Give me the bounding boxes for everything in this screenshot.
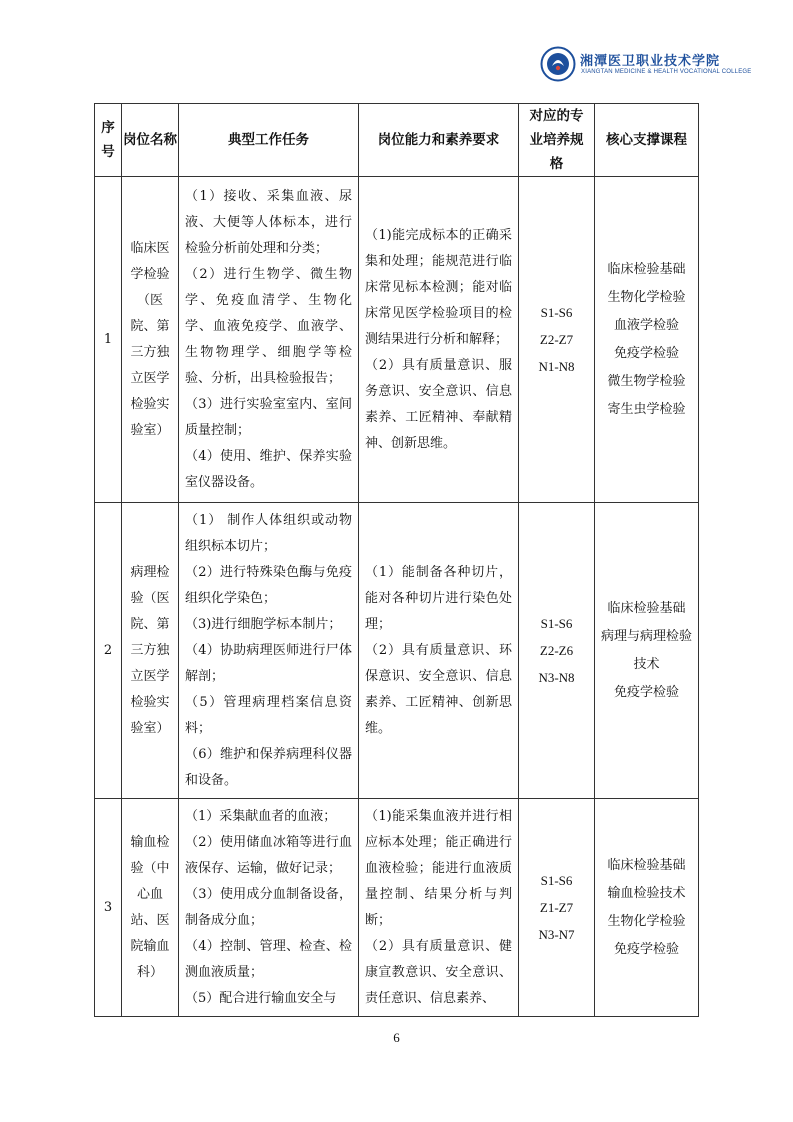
- col-header-position: 岗位名称: [122, 104, 179, 177]
- course-item: 免疫学检验: [613, 345, 679, 361]
- row-number: 1: [95, 177, 122, 503]
- typical-tasks: [179, 177, 359, 503]
- row-number: 3: [95, 799, 122, 1017]
- task-item: （5）配合进行输血安全与: [185, 990, 337, 1006]
- training-specs: [519, 177, 595, 503]
- position-name: 病理检验（医院、第三方独立医学检验实验室）: [122, 503, 179, 799]
- task-item: （3）使用成分血制备设备，制备成分血；: [185, 886, 352, 928]
- table-row: [95, 799, 699, 1017]
- training-specs: [519, 503, 595, 799]
- course-item: 血液学检验: [613, 317, 679, 333]
- job-table: [94, 103, 699, 1017]
- training-specs: [519, 799, 595, 1017]
- course-item: 临床检验基础: [607, 600, 686, 616]
- spec-item: N1-N8: [538, 359, 575, 374]
- task-item: （4）协助病理医师进行尸体解剖；: [185, 642, 352, 684]
- table-row: [95, 503, 699, 799]
- ability-requirements: [359, 177, 519, 503]
- task-item: （4）控制、管理、检查、检测血液质量；: [185, 938, 352, 980]
- page-number: 6: [393, 1030, 400, 1045]
- task-item: （3）进行实验室室内、室间质量控制；: [185, 396, 352, 438]
- task-item: （1）接收、采集血液、尿液、大便等人体标本，进行检验分析前处理和分类；: [185, 188, 352, 256]
- spec-item: S1-S6: [540, 305, 573, 320]
- course-item: 技术: [633, 656, 660, 672]
- spec-item: S1-S6: [540, 616, 573, 631]
- task-item: （2）进行生物学、微生物学、免疫血清学、生物化学、血液免疫学、血液学、生物物理学、细胞学等检验、分析，出具检验报告；: [185, 266, 352, 386]
- college-logo: [540, 46, 752, 86]
- core-courses: [595, 177, 699, 503]
- ability-item: （2）具有质量意识、健康宣教意识、安全意识、责任意识、信息素养、: [365, 938, 512, 1006]
- task-item: （2）进行特殊染色酶与免疫组织化学染色；: [185, 564, 352, 606]
- col-header-specs: 对应的专业培养规格: [519, 104, 595, 177]
- course-item: 寄生虫学检验: [607, 401, 686, 417]
- ability-item: （2）具有质量意识、环保意识、安全意识、信息素养、工匠精神、创新思维。: [365, 642, 512, 736]
- course-item: 免疫学检验: [613, 684, 679, 700]
- spec-item: Z2-Z6: [539, 643, 574, 658]
- col-header-abilities: 岗位能力和素养要求: [359, 104, 519, 177]
- position-name: 输血检验（中心血站、医院输血科）: [122, 799, 179, 1017]
- course-item: 输血检验技术: [607, 885, 686, 901]
- course-item: 免疫学检验: [613, 941, 679, 957]
- core-courses: [595, 503, 699, 799]
- position-name: 临床医学检验（医院、第三方独立医学检验实验室）: [122, 177, 179, 503]
- col-header-courses: 核心支撑课程: [595, 104, 699, 177]
- spec-item: Z2-Z7: [539, 332, 574, 347]
- ability-item: （1)能完成标本的正确采集和处理；能规范进行临床常见标本检测；能对临床常见医学检验项目的检测结果进行分析和解释；: [365, 227, 512, 347]
- ability-item: （1）能制备各种切片，能对各种切片进行染色处理；: [365, 564, 512, 632]
- row-number: 2: [95, 503, 122, 799]
- spec-item: N3-N8: [538, 670, 575, 685]
- course-item: 病理与病理检验: [600, 628, 692, 644]
- task-item: （6）维护和保养病理科仪器和设备。: [185, 746, 352, 788]
- ability-requirements: [359, 503, 519, 799]
- ability-requirements: [359, 799, 519, 1017]
- course-item: 生物化学检验: [607, 913, 686, 929]
- course-item: 临床检验基础: [607, 261, 686, 277]
- college-name-en: XIANGTAN MEDICINE & HEALTH VOCATIONAL COLLEGE: [581, 69, 752, 75]
- task-item: （2）使用储血冰箱等进行血液保存、运输，做好记录；: [185, 834, 352, 876]
- task-item: （1） 制作人体组织或动物组织标本切片；: [185, 512, 352, 554]
- table-row: [95, 177, 699, 503]
- typical-tasks: [179, 799, 359, 1017]
- course-item: 生物化学检验: [607, 289, 686, 305]
- col-header-tasks: 典型工作任务: [179, 104, 359, 177]
- college-emblem-icon: [540, 46, 576, 82]
- task-item: （4）使用、维护、保养实验室仪器设备。: [185, 448, 352, 490]
- ability-item: （2）具有质量意识、服务意识、安全意识、信息素养、工匠精神、奉献精神、创新思维。: [365, 357, 512, 451]
- course-item: 临床检验基础: [607, 857, 686, 873]
- college-name: 湘潭医卫职业技术学院: [580, 54, 721, 69]
- spec-item: Z1-Z7: [539, 900, 574, 915]
- typical-tasks: [179, 503, 359, 799]
- core-courses: [595, 799, 699, 1017]
- table-header-row: [95, 104, 699, 177]
- course-item: 微生物学检验: [607, 373, 686, 389]
- task-item: （3)进行细胞学标本制片；: [185, 616, 342, 632]
- spec-item: S1-S6: [540, 873, 573, 888]
- task-item: （5）管理病理档案信息资料；: [185, 694, 352, 736]
- task-item: （1）采集献血者的血液；: [185, 808, 337, 824]
- spec-item: N3-N7: [538, 927, 575, 942]
- ability-item: （1)能采集血液并进行相应标本处理；能正确进行血液检验；能进行血液质量控制、结果分析与判断；: [365, 808, 512, 928]
- col-header-no: 序号: [95, 104, 122, 177]
